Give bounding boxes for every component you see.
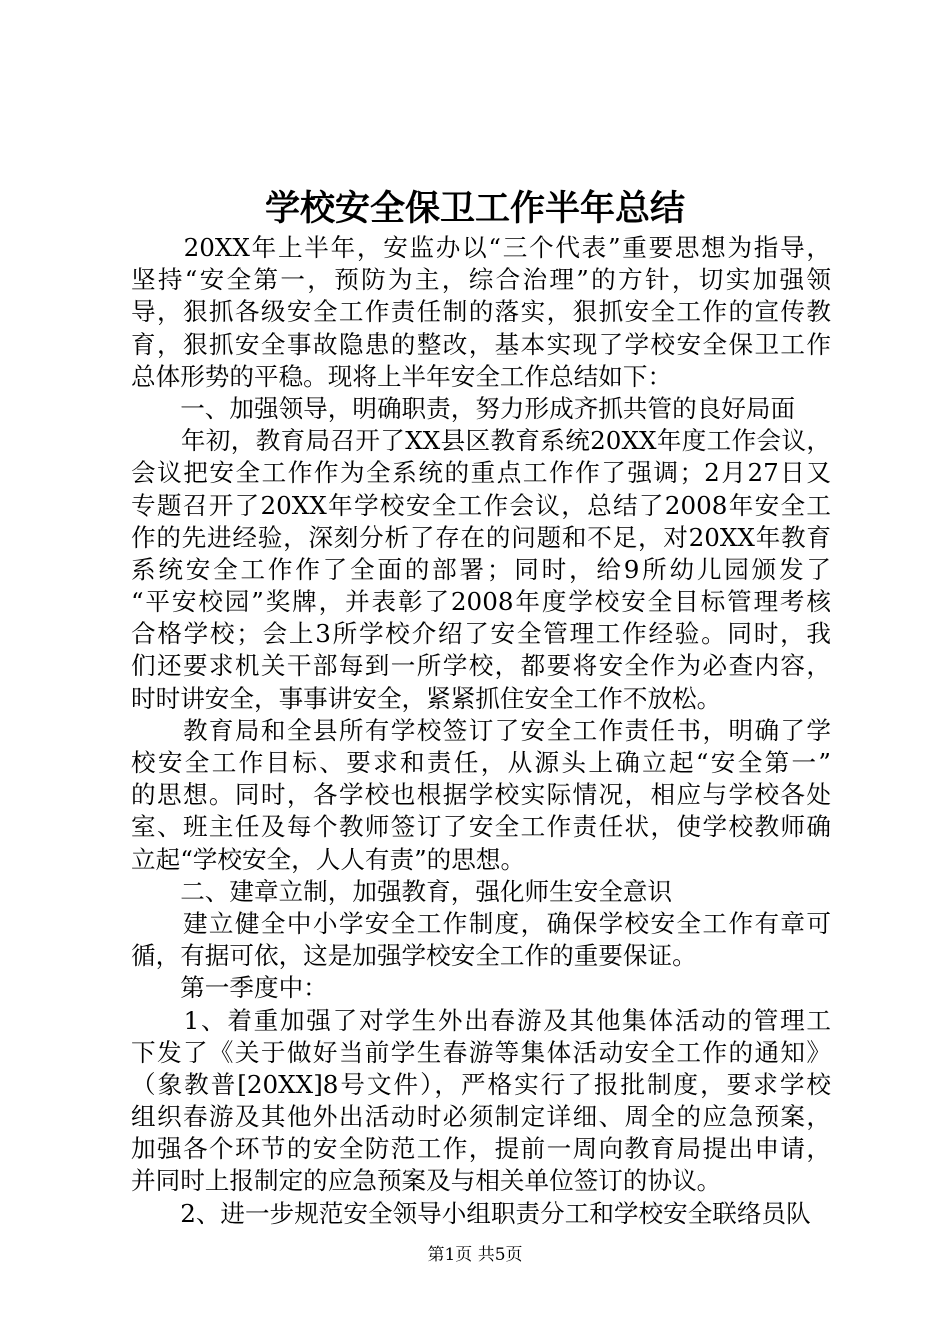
body-line: 下发了《关于做好当前学生春游等集体活动安全工作的通知》 bbox=[131, 1037, 831, 1067]
body-line: 作的先进经验，深刻分析了存在的问题和不足，对20XX年教育 bbox=[131, 522, 831, 552]
body-line: 年初，教育局召开了XX县区教育系统20XX年度工作会议， bbox=[131, 426, 831, 456]
body-line: 合格学校；会上3所学校介绍了安全管理工作经验。同时，我 bbox=[131, 619, 831, 649]
page-footer: 第1页 共5页 bbox=[427, 1245, 523, 1265]
body-line: 加强各个环节的安全防范工作，提前一周向教育局提出申请， bbox=[131, 1134, 831, 1164]
body-line: 时时讲安全，事事讲安全，紧紧抓住安全工作不放松。 bbox=[131, 683, 722, 713]
body-line: 1、着重加强了对学生外出春游及其他集体活动的管理工 bbox=[183, 1005, 831, 1035]
body-line: 校安全工作目标、要求和责任，从源头上确立起“安全第一” bbox=[131, 748, 831, 777]
body-line: 组织春游及其他外出活动时必须制定详细、周全的应急预案， bbox=[131, 1102, 831, 1132]
body-line: 育，狠抓安全事故隐患的整改，基本实现了学校安全保卫工作 bbox=[131, 329, 831, 359]
body-line: 专题召开了20XX年学校安全工作会议，总结了2008年安全工 bbox=[131, 490, 831, 520]
body-line: 第一季度中： bbox=[131, 973, 328, 1003]
body-line: 2、进一步规范安全领导小组职责分工和学校安全联络员队 bbox=[131, 1198, 811, 1228]
body-line: “平安校园”奖牌，并表彰了2008年度学校安全目标管理考核 bbox=[131, 587, 831, 617]
body-line: 们还要求机关干部每到一所学校，都要将安全作为必查内容， bbox=[131, 651, 831, 681]
body-line: 建立健全中小学安全工作制度，确保学校安全工作有章可 bbox=[131, 908, 831, 938]
body-line: 20XX年上半年，安监办以“三个代表”重要思想为指导， bbox=[131, 233, 831, 262]
body-line: 的思想。同时，各学校也根据学校实际情况，相应与学校各处 bbox=[131, 780, 831, 810]
body-line: 一、加强领导，明确职责，努力形成齐抓共管的良好局面 bbox=[131, 393, 796, 423]
body-line: 二、建章立制，加强教育，强化师生安全意识 bbox=[131, 876, 673, 906]
body-line: 循，有据可依，这是加强学校安全工作的重要保证。 bbox=[131, 941, 697, 971]
body-line: 立起“学校安全，人人有责”的思想。 bbox=[131, 844, 526, 874]
body-line: （象教普[20XX]8号文件），严格实行了报批制度，要求学校 bbox=[131, 1069, 831, 1099]
body-line: 教育局和全县所有学校签订了安全工作责任书，明确了学 bbox=[131, 715, 831, 745]
body-line: 系统安全工作作了全面的部署；同时，给9所幼儿园颁发了 bbox=[131, 554, 831, 584]
body-line: 坚持“安全第一，预防为主，综合治理”的方针，切实加强领 bbox=[131, 265, 831, 295]
body-line: 导，狠抓各级安全工作责任制的落实，狠抓安全工作的宣传教 bbox=[131, 297, 831, 327]
body-line: 并同时上报制定的应急预案及与相关单位签订的协议。 bbox=[131, 1166, 722, 1196]
document-title: 学校安全保卫工作半年总结 bbox=[264, 188, 685, 229]
document-body bbox=[131, 232, 831, 1230]
body-line: 室、班主任及每个教师签订了安全工作责任状，使学校教师确 bbox=[131, 812, 831, 842]
body-line: 总体形势的平稳。现将上半年安全工作总结如下： bbox=[131, 361, 673, 391]
body-line: 会议把安全工作作为全系统的重点工作作了强调；2月27日又 bbox=[131, 458, 831, 488]
